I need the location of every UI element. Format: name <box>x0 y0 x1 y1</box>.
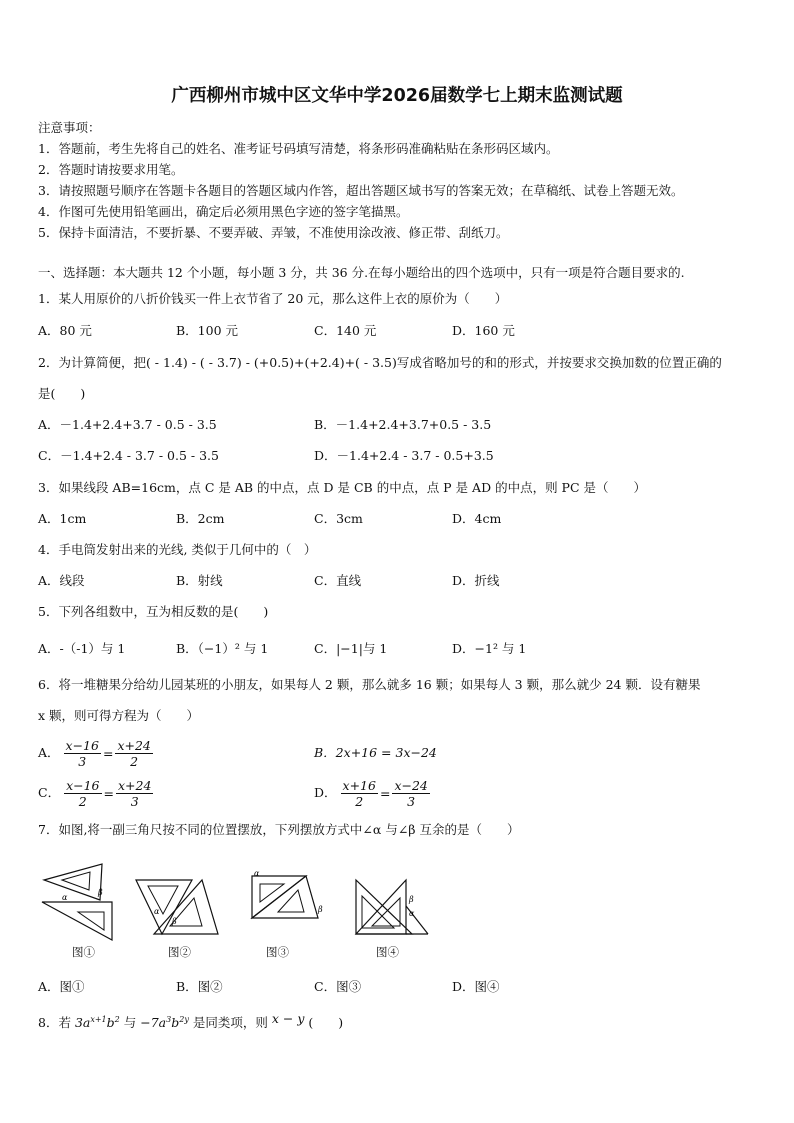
notice-item: 4．作图可先使用铅笔画出，确定后必须用黑色字迹的签字笔描黑。 <box>38 204 409 219</box>
q3-option-d[interactable]: D．4cm <box>452 511 502 526</box>
q7-option-d[interactable]: D．图④ <box>452 979 500 994</box>
stem-text: 是同类项，则 <box>192 1015 268 1031</box>
question-8-stem <box>38 1012 343 1031</box>
q1-option-a[interactable]: A．80 元 <box>38 323 92 338</box>
answer-blank: ( ) <box>308 1015 344 1031</box>
numerator: x−24 <box>394 778 428 793</box>
q4-option-c[interactable]: C．直线 <box>314 573 362 588</box>
figure-1-set-squares <box>40 862 118 944</box>
alpha-label: α <box>62 893 68 902</box>
q2-option-d[interactable]: D．－1.4+2.4 - 3.7 - 0.5+3.5 <box>314 448 494 463</box>
equals-sign: = <box>103 785 114 801</box>
question-2-stem-cont: 是( ) <box>38 386 86 401</box>
q7-option-b[interactable]: B．图② <box>176 979 223 994</box>
option-label: D． <box>314 785 337 800</box>
q2-option-c[interactable]: C．－1.4+2.4 - 3.7 - 0.5 - 3.5 <box>38 448 219 463</box>
question-1-stem: 1．某人用原价的八折价钱买一件上衣节省了 20 元，那么这件上衣的原价为（ ） <box>38 291 508 306</box>
denominator: 2 <box>78 794 87 809</box>
fraction <box>341 778 378 809</box>
beta-label: β <box>98 888 103 897</box>
denominator: 3 <box>130 794 139 809</box>
term-2-var-exponent: 2y <box>179 1015 189 1024</box>
figure-2-set-squares <box>132 876 222 938</box>
term-1-var-exponent: 2 <box>114 1015 120 1024</box>
q5-option-d[interactable]: D．−1² 与 1 <box>452 641 527 656</box>
q1-option-c[interactable]: C．140 元 <box>314 323 377 338</box>
section-heading: 一、选择题：本大题共 12 个小题，每小题 3 分，共 36 分.在每小题给出的四个选项中，只有一项是符合题目要求的. <box>38 265 685 280</box>
alpha-label: α <box>254 869 260 878</box>
q6-option-d[interactable] <box>314 774 430 813</box>
q5-option-b[interactable]: B．（−1）² 与 1 <box>176 641 269 656</box>
page-title: 广西柳州市城中区文华中学2026届数学七上期末监测试题 <box>171 86 623 106</box>
figure-4-set-squares <box>352 876 432 938</box>
q1-option-d[interactable]: D．160 元 <box>452 323 515 338</box>
stem-text: 与 <box>123 1015 137 1031</box>
q4-option-a[interactable]: A．线段 <box>38 573 85 588</box>
term-2-coef: −7a <box>140 1015 167 1031</box>
beta-label: β <box>409 895 414 904</box>
term-2 <box>140 1015 189 1030</box>
beta-label: β <box>172 917 177 926</box>
notice-item: 2．答题时请按要求用笔。 <box>38 162 184 177</box>
denominator: 3 <box>407 794 416 809</box>
figure-3-set-squares <box>248 868 328 940</box>
alpha-label: α <box>154 907 160 916</box>
q7-option-a[interactable]: A．图① <box>38 979 85 994</box>
q5-option-a[interactable]: A．-（-1）与 1 <box>38 641 126 656</box>
fraction <box>116 778 153 809</box>
term-2-exponent: 3 <box>166 1015 172 1024</box>
q4-option-d[interactable]: D．折线 <box>452 573 500 588</box>
equals-sign: = <box>102 745 114 761</box>
figure-1-caption: 图① <box>72 945 95 959</box>
q3-option-a[interactable]: A．1cm <box>38 511 87 526</box>
q6-option-c[interactable] <box>38 774 153 813</box>
numerator: x+24 <box>117 738 151 753</box>
figure-3-caption: 图③ <box>266 945 289 959</box>
question-3-stem: 3．如果线段 AB=16cm，点 C 是 AB 的中点，点 D 是 CB 的中点，点 P 是 AD 的中点，则 PC 是（ ） <box>38 480 646 495</box>
fraction <box>64 738 101 769</box>
stem-text: 8．若 <box>38 1015 71 1031</box>
term-1-coef: 3a <box>74 1015 91 1031</box>
alpha-label: α <box>409 909 415 918</box>
term-1-var: b <box>106 1015 115 1031</box>
question-5-stem: 5．下列各组数中，互为相反数的是( ) <box>38 604 269 619</box>
figure-2-caption: 图② <box>168 945 191 959</box>
numerator: x+16 <box>342 778 376 793</box>
q6-option-a[interactable] <box>38 734 153 773</box>
notice-item: 3．请按照题号顺序在答题卡各题目的答题区域内作答，超出答题区域书写的答案无效；在草稿纸、试卷上答题无效。 <box>38 183 684 198</box>
fraction <box>64 778 101 809</box>
numerator: x+24 <box>117 778 152 793</box>
q3-option-b[interactable]: B．2cm <box>176 511 225 526</box>
q6-option-b[interactable]: B．2x+16 = 3x−24 <box>314 745 437 760</box>
q3-option-c[interactable]: C．3cm <box>314 511 363 526</box>
q7-option-c[interactable]: C．图③ <box>314 979 362 994</box>
question-6-stem-cont: x 颗，则可得方程为（ ） <box>38 708 200 723</box>
question-7-stem: 7．如图,将一副三角尺按不同的位置摆放，下列摆放方式中∠α 与∠β 互余的是（ ） <box>38 822 520 837</box>
denominator: 2 <box>355 794 364 809</box>
expression: x − y <box>271 1011 305 1027</box>
notice-heading: 注意事项： <box>38 120 101 135</box>
term-1-exponent: x+1 <box>90 1015 107 1024</box>
option-label: C． <box>38 785 61 800</box>
question-6-stem: 6．将一堆糖果分给幼儿园某班的小朋友，如果每人 2 颗，那么就多 16 颗；如果每人 3 颗，那么就少 24 颗．设有糖果 <box>38 677 701 692</box>
term-1 <box>75 1015 120 1030</box>
option-label: A． <box>38 745 60 760</box>
notice-item: 1．答题前，考生先将自己的姓名、准考证号码填写清楚，将条形码准确粘贴在条形码区域内。 <box>38 141 559 156</box>
q4-option-b[interactable]: B．射线 <box>176 573 223 588</box>
numerator: x−16 <box>66 778 100 793</box>
term-2-var: b <box>171 1015 180 1031</box>
notice-item: 5．保持卡面清洁，不要折暴、不要弄破、弄皱，不准使用涂改液、修正带、刮纸刀。 <box>38 225 509 240</box>
fraction <box>392 778 429 809</box>
fraction <box>115 738 152 769</box>
question-4-stem: 4．手电筒发射出来的光线, 类似于几何中的（ ） <box>38 542 317 557</box>
q1-option-b[interactable]: B．100 元 <box>176 323 239 338</box>
equals-sign: = <box>379 785 391 801</box>
beta-label: β <box>318 905 323 914</box>
q5-option-c[interactable]: C．|−1|与 1 <box>314 641 388 656</box>
denominator: 3 <box>78 754 87 769</box>
question-2-stem: 2．为计算简便，把( - 1.4) - ( - 3.7) - (+0.5)+(+2.4)+( - 3.5)写成省略加号的和的形式，并按要求交换加数的位置正确的 <box>38 355 722 370</box>
figure-4-caption: 图④ <box>376 945 399 959</box>
q2-option-b[interactable]: B．－1.4+2.4+3.7+0.5 - 3.5 <box>314 417 492 432</box>
q2-option-a[interactable]: A．－1.4+2.4+3.7 - 0.5 - 3.5 <box>38 417 217 432</box>
numerator: x−16 <box>65 738 99 753</box>
denominator: 2 <box>130 754 139 769</box>
